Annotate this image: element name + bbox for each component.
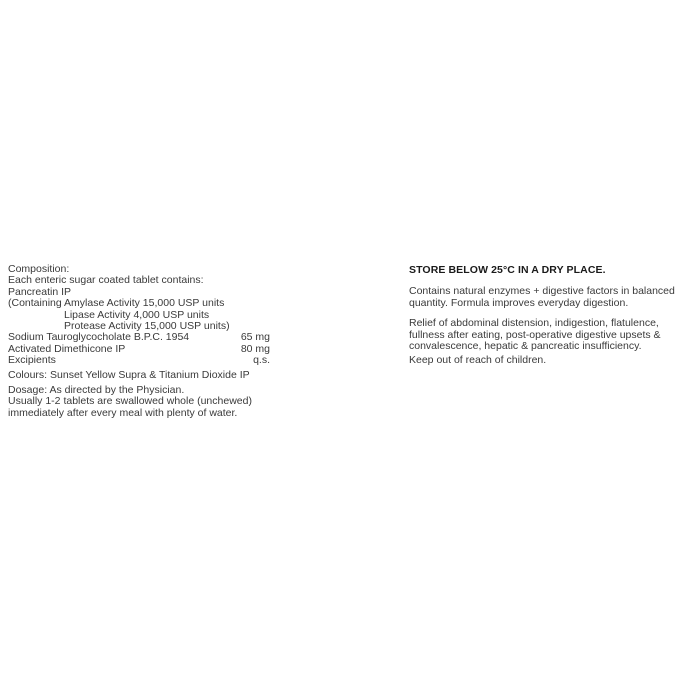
contains-line-1: Contains natural enzymes + digestive factors in balanced bbox=[409, 285, 675, 298]
relief-line-3: convalescence, hepatic & pancreatic insufficiency. bbox=[409, 340, 642, 353]
storage-heading: STORE BELOW 25°C IN A DRY PLACE. bbox=[409, 264, 606, 276]
colours-line: Colours: Sunset Yellow Supra & Titanium Dioxide IP bbox=[8, 369, 250, 382]
pancreatin-line: Pancreatin IP bbox=[8, 285, 72, 298]
usage-line-1: Usually 1-2 tablets are swallowed whole (unchewed) bbox=[8, 395, 252, 408]
relief-line-1: Relief of abdominal distension, indigestion, flatulence, bbox=[409, 317, 659, 330]
ingredient-amount: 65 mg bbox=[240, 331, 270, 344]
ingredient-amount: 80 mg bbox=[240, 342, 270, 355]
dosage-line: Dosage: As directed by the Physician. bbox=[8, 384, 185, 397]
composition-panel bbox=[8, 264, 298, 419]
composition-label: Composition: bbox=[8, 263, 70, 275]
ingredient-amount: q.s. bbox=[253, 354, 270, 367]
protease-line: Protease Activity 15,000 USP units) bbox=[64, 320, 230, 333]
relief-line-2: fullness after eating, post-operative digestive upsets & bbox=[409, 328, 661, 341]
warning-line: Keep out of reach of children. bbox=[409, 354, 547, 367]
usage-line-2: immediately after every meal with plenty of water. bbox=[8, 406, 238, 419]
amylase-line: (Containing Amylase Activity 15,000 USP units bbox=[8, 297, 225, 310]
contains-line-2: quantity. Formula improves everyday digestion. bbox=[409, 296, 629, 309]
lipase-line: Lipase Activity 4,000 USP units bbox=[64, 308, 210, 321]
ingredient-name: Sodium Tauroglycocholate B.P.C. 1954 bbox=[8, 331, 190, 344]
tablet-contents-label: Each enteric sugar coated tablet contains: bbox=[8, 274, 204, 287]
storage-info-panel bbox=[409, 265, 684, 367]
ingredient-name: Excipients bbox=[8, 354, 56, 367]
ingredient-row bbox=[8, 355, 270, 366]
ingredient-name: Activated Dimethicone IP bbox=[8, 342, 126, 355]
